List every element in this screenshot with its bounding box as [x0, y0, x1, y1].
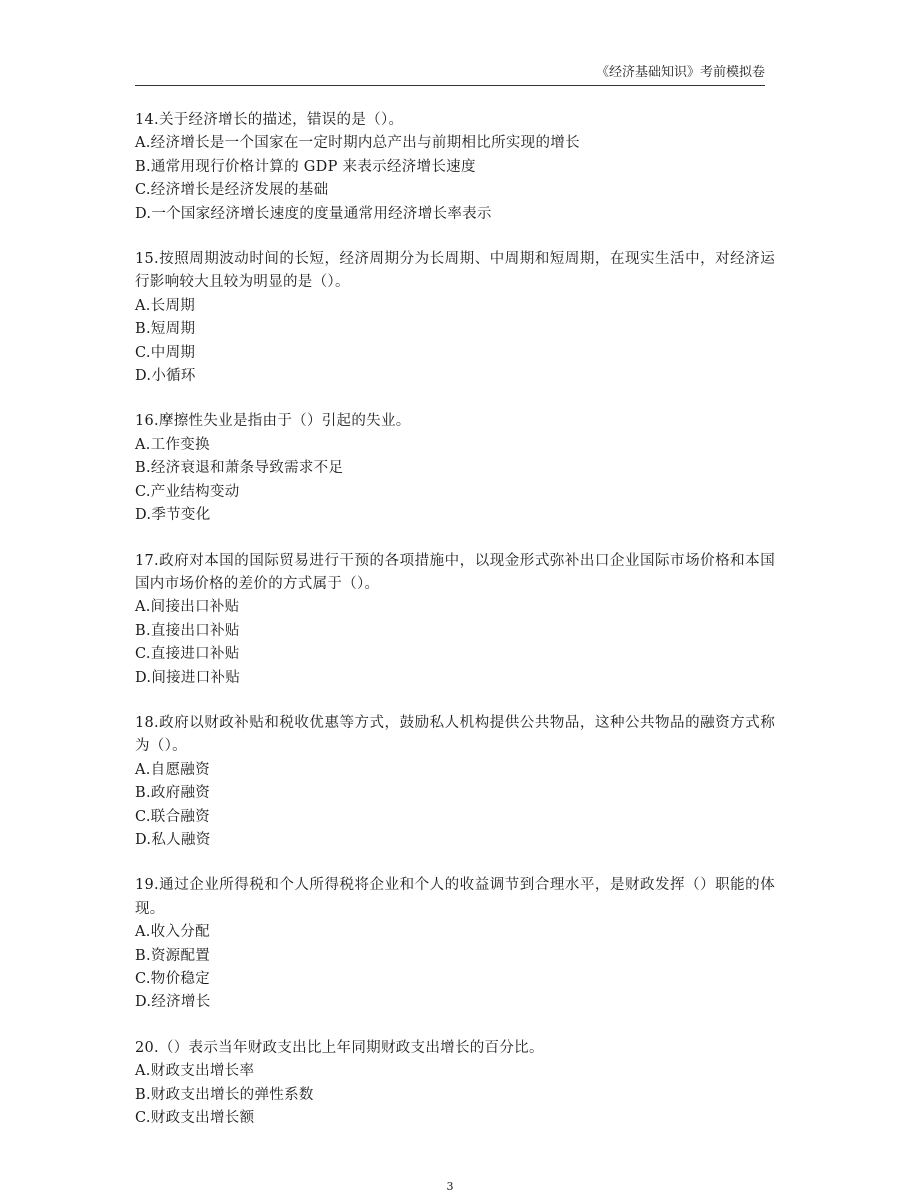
option-c: C.中周期 — [135, 344, 196, 361]
option-d: D.间接进口补贴 — [135, 669, 241, 686]
option-d: D.私人融资 — [135, 831, 211, 848]
option-a: A.财政支出增长率 — [135, 1063, 255, 1080]
page-header — [135, 63, 765, 86]
question-16 — [135, 410, 775, 527]
question-stem: 18.政府以财政补贴和税收优惠等方式，鼓励私人机构提供公共物品，这种公共物品的融资方式称为（）。 — [135, 714, 775, 755]
option-a: A.间接出口补贴 — [135, 599, 240, 616]
option-list — [135, 132, 775, 226]
option-list — [135, 295, 775, 389]
option-a: A.收入分配 — [135, 924, 210, 941]
page-number: 3 — [446, 1180, 454, 1193]
option-c: C.物价稳定 — [135, 971, 210, 987]
option-b: B.政府融资 — [135, 785, 211, 802]
question-stem: 16.摩擦性失业是指由于（）引起的失业。 — [135, 413, 411, 430]
option-c: C.产业结构变动 — [135, 483, 240, 500]
option-b: B.直接出口补贴 — [135, 622, 240, 639]
question-18 — [135, 712, 775, 852]
option-a: A.经济增长是一个国家在一定时期内总产出与前期相比所实现的增长 — [135, 135, 580, 152]
option-b: B.财政支出增长的弹性系数 — [135, 1086, 314, 1103]
question-stem: 20.（）表示当年财政支出比上年同期财政支出增长的百分比。 — [135, 1039, 544, 1056]
option-b: B.通常用现行价格计算的 GDP 来表示经济增长速度 — [135, 158, 476, 175]
option-a: A.自愿融资 — [135, 761, 210, 778]
option-d: D.小循环 — [135, 368, 196, 385]
question-list — [135, 109, 775, 1152]
option-list — [135, 596, 775, 690]
option-list — [135, 921, 775, 1015]
option-c: C.直接进口补贴 — [135, 646, 240, 663]
option-b: B.经济衰退和萧条导致需求不足 — [135, 460, 344, 477]
question-14 — [135, 109, 775, 226]
question-stem: 14.关于经济增长的描述，错误的是（）。 — [135, 112, 404, 128]
option-c: C.财政支出增长额 — [135, 1110, 255, 1127]
option-d: D.经济增长 — [135, 994, 211, 1011]
question-20 — [135, 1037, 775, 1131]
question-15 — [135, 248, 775, 388]
question-19 — [135, 874, 775, 1014]
question-17 — [135, 550, 775, 690]
option-d: D.季节变化 — [135, 507, 211, 524]
question-stem: 15.按照周期波动时间的长短，经济周期分为长周期、中周期和短周期，在现实生活中，对经济运行影响较大且较为明显的是（）。 — [135, 251, 775, 291]
document-title: 《经济基础知识》考前模拟卷 — [595, 65, 765, 80]
option-list — [135, 434, 775, 528]
option-b: B.短周期 — [135, 321, 196, 338]
question-stem: 17.政府对本国的国际贸易进行干预的各项措施中，以现金形式弥补出口企业国际市场价格和本国国内市场价格的差价的方式属于（）。 — [135, 552, 775, 592]
option-b: B.资源配置 — [135, 947, 211, 964]
question-stem: 19.通过企业所得税和个人所得税将企业和个人的收益调节到合理水平，是财政发挥（）职能的体现。 — [135, 877, 775, 917]
option-list — [135, 1060, 775, 1130]
option-a: A.工作变换 — [135, 436, 210, 453]
option-a: A.长周期 — [135, 297, 196, 314]
option-list — [135, 759, 775, 853]
option-c: C.联合融资 — [135, 808, 210, 825]
option-d: D.一个国家经济增长速度的度量通常用经济增长率表示 — [135, 205, 492, 222]
option-c: C.经济增长是经济发展的基础 — [135, 182, 329, 199]
